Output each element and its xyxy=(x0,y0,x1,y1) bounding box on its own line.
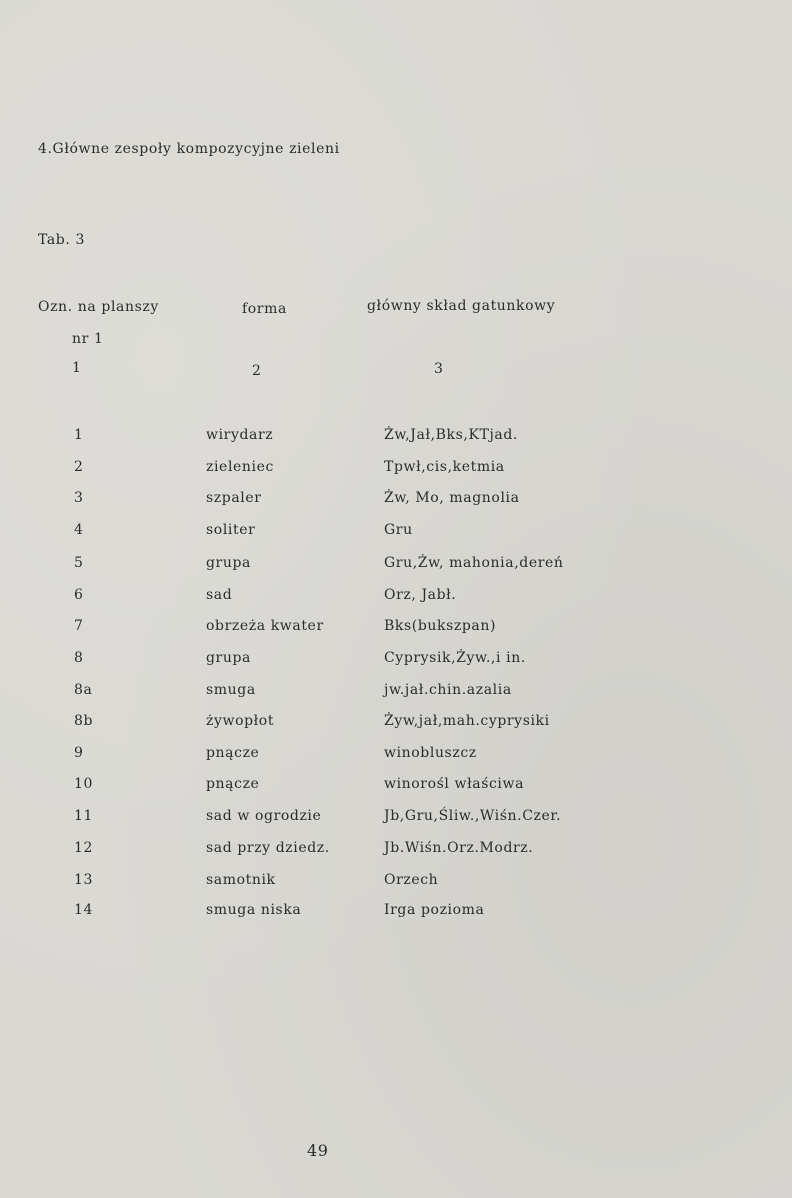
row-number: 1 xyxy=(74,427,84,443)
row-forma: pnącze xyxy=(206,776,260,792)
column-number-1: 1 xyxy=(72,360,82,376)
row-number: 11 xyxy=(74,808,94,824)
row-number: 13 xyxy=(74,872,94,888)
table-label: Tab. 3 xyxy=(38,232,85,248)
page-number: 49 xyxy=(307,1141,329,1160)
row-number: 8a xyxy=(74,682,93,698)
row-sklad: Gru,Żw, mahonia,dereń xyxy=(384,555,564,571)
section-heading: 4.Główne zespoły kompozycyjne zieleni xyxy=(38,141,340,157)
row-number: 9 xyxy=(74,745,84,761)
row-sklad: Orz, Jabł. xyxy=(384,587,457,603)
row-number: 8b xyxy=(74,713,94,729)
column-header-oznaczenie: Ozn. na planszy xyxy=(38,299,159,315)
row-sklad: winobluszcz xyxy=(384,745,477,761)
row-sklad: Jb,Gru,Śliw.,Wiśn.Czer. xyxy=(384,808,562,824)
row-sklad: Gru xyxy=(384,522,413,538)
column-number-3: 3 xyxy=(434,361,444,377)
row-number: 14 xyxy=(74,902,94,918)
row-sklad: Jb.Wiśn.Orz.Modrz. xyxy=(384,840,534,856)
row-sklad: Żw,Jał,Bks,KTjad. xyxy=(384,427,518,443)
row-forma: grupa xyxy=(206,555,251,571)
row-sklad: Irga pozioma xyxy=(384,902,485,918)
row-number: 3 xyxy=(74,490,84,506)
column-number-2: 2 xyxy=(252,363,262,379)
row-number: 10 xyxy=(74,776,94,792)
row-forma: sad xyxy=(206,587,233,603)
row-forma: wirydarz xyxy=(206,427,274,443)
row-number: 5 xyxy=(74,555,84,571)
row-sklad: Żw, Mo, magnolia xyxy=(384,490,520,506)
row-number: 7 xyxy=(74,618,84,634)
row-sklad: Tpwł,cis,ketmia xyxy=(384,459,505,475)
column-header-sklad: główny skład gatunkowy xyxy=(367,298,556,314)
row-forma: smuga xyxy=(206,682,256,698)
row-number: 2 xyxy=(74,459,84,475)
row-forma: zieleniec xyxy=(206,459,274,475)
row-sklad: jw.jał.chin.azalia xyxy=(384,682,512,698)
row-number: 12 xyxy=(74,840,94,856)
column-header-oznaczenie-line2: nr 1 xyxy=(72,331,104,347)
row-forma: smuga niska xyxy=(206,902,302,918)
row-forma: sad przy dziedz. xyxy=(206,840,330,856)
row-forma: żywopłot xyxy=(206,713,275,729)
row-sklad: Cyprysik,Żyw.,i in. xyxy=(384,650,526,666)
row-forma: szpaler xyxy=(206,490,262,506)
row-sklad: Orzech xyxy=(384,872,439,888)
row-forma: sad w ogrodzie xyxy=(206,808,322,824)
row-forma: pnącze xyxy=(206,745,260,761)
row-sklad: winorośl właściwa xyxy=(384,776,525,792)
row-forma: obrzeża kwater xyxy=(206,618,324,634)
row-sklad: Żyw,jał,mah.cyprysiki xyxy=(384,713,550,729)
row-forma: grupa xyxy=(206,650,251,666)
row-number: 8 xyxy=(74,650,84,666)
row-forma: soliter xyxy=(206,522,256,538)
column-header-forma: forma xyxy=(242,301,287,317)
row-forma: samotnik xyxy=(206,872,276,888)
row-number: 4 xyxy=(74,522,84,538)
row-number: 6 xyxy=(74,587,84,603)
row-sklad: Bks(bukszpan) xyxy=(384,618,497,634)
